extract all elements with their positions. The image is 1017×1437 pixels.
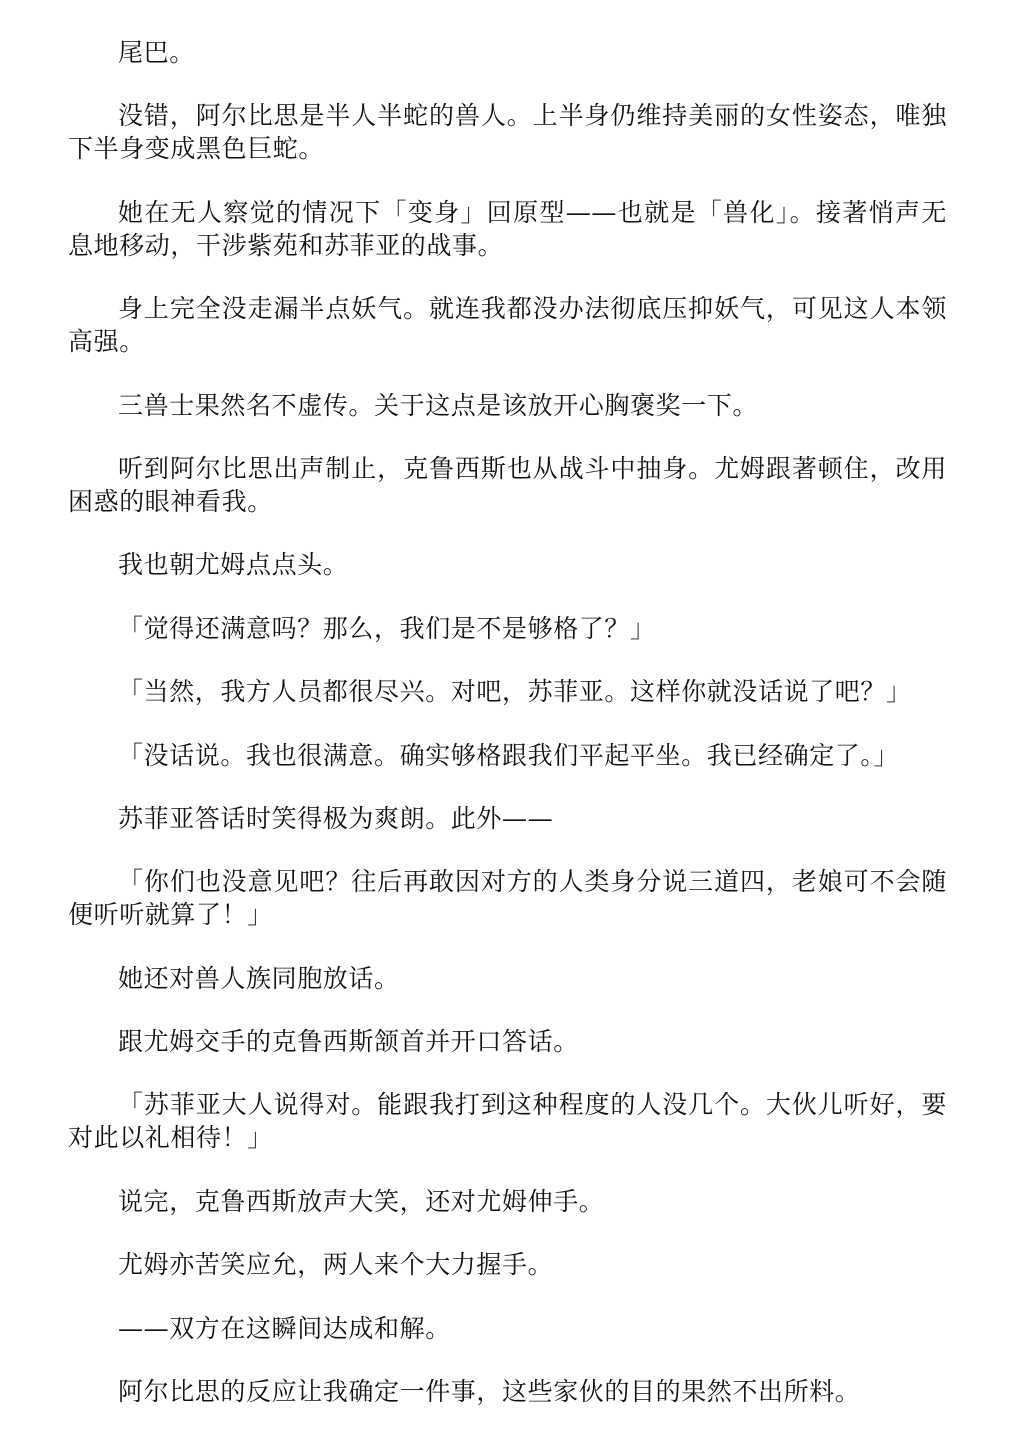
paragraph-3: 她在无人察觉的情况下「变身」回原型——也就是「兽化」。接著悄声无息地移动，干涉紫苑和苏菲亚的战事。 [68,197,947,260]
paragraph-15: 「苏菲亚大人说得对。能跟我打到这种程度的人没几个。大伙儿听好，要对此以礼相待！」 [68,1090,947,1153]
paragraph-11: 苏菲亚答话时笑得极为爽朗。此外—— [118,803,554,833]
paragraph-16: 说完，克鲁西斯放声大笑，还对尤姆伸手。 [118,1186,605,1216]
paragraph-4: 身上完全没走漏半点妖气。就连我都没办法彻底压抑妖气，可见这人本领高强。 [68,294,947,357]
paragraph-17: 尤姆亦苦笑应允，两人来个大力握手。 [118,1250,554,1280]
paragraph-8: 「觉得还满意吗？那么，我们是不是够格了？」 [118,613,656,643]
paragraph-14: 跟尤姆交手的克鲁西斯颔首并开口答话。 [118,1027,579,1057]
paragraph-10: 「没话说。我也很满意。确实够格跟我们平起平坐。我已经确定了。」 [118,740,900,770]
paragraph-13: 她还对兽人族同胞放话。 [118,963,400,993]
paragraph-19: 阿尔比思的反应让我确定一件事，这些家伙的目的果然不出所料。 [118,1377,861,1407]
paragraph-18: ——双方在这瞬间达成和解。 [118,1313,451,1343]
paragraph-7: 我也朝尤姆点点头。 [118,550,349,580]
paragraph-2: 没错，阿尔比思是半人半蛇的兽人。上半身仍维持美丽的女性姿态，唯独下半身变成黑色巨蛇。 [68,101,947,164]
paragraph-1: 尾巴。 [118,38,195,67]
paragraph-5: 三兽士果然名不虚传。关于这点是该放开心胸褒奖一下。 [118,390,759,420]
paragraph-6: 听到阿尔比思出声制止，克鲁西斯也从战斗中抽身。尤姆跟著顿住，改用困惑的眼神看我。 [68,453,947,516]
paragraph-12: 「你们也没意见吧？往后再敢因对方的人类身分说三道四，老娘可不会随便听听就算了！」 [68,867,947,930]
paragraph-9: 「当然，我方人员都很尽兴。对吧，苏菲亚。这样你就没话说了吧？」 [118,677,912,707]
